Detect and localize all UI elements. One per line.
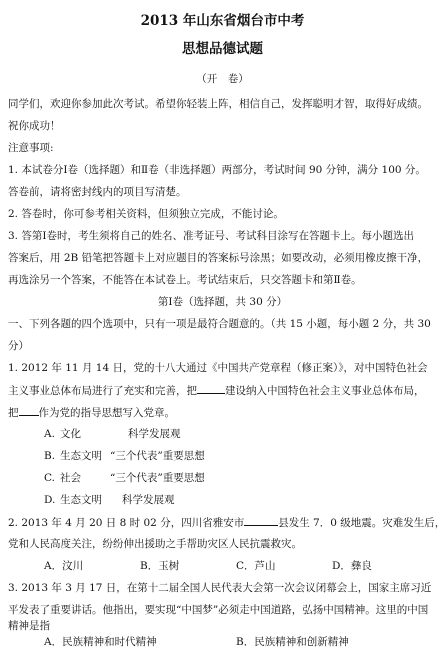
section-title: 第Ⅰ卷（选择题，共 30 分） bbox=[157, 296, 288, 308]
q2-option-a: A．汶川 bbox=[44, 560, 84, 572]
q2-option-d: D．彝良 bbox=[332, 560, 372, 572]
q1-option-c-text1: 社会 bbox=[60, 472, 81, 484]
q1-line-2-post: 建设纳入中国特色社会主义事业总体布局， bbox=[225, 385, 425, 397]
q3-line-3: 精神是指 bbox=[8, 620, 50, 632]
greeting-line-1: 同学们，欢迎你参加此次考试。希望你轻装上阵，相信自己，发挥聪明才智，取得好成绩。 bbox=[8, 98, 428, 110]
q1-line-2 bbox=[8, 383, 425, 398]
q1-option-d-letter: D. bbox=[44, 494, 56, 506]
note-3b: 答案后，用 2B 铅笔把答题卡上对应题目的答案标号涂黑；如要改动，必须用橡皮擦干净， bbox=[8, 252, 429, 264]
note-3a: 3. 答第Ⅰ卷时，考生须将自己的姓名、准考证号、考试科目涂写在答题卡上。每小题选出 bbox=[8, 230, 415, 242]
note-3c: 再选涂另一个答案，不能答在本试卷上。考试结束后，只交答题卡和第Ⅱ卷。 bbox=[8, 274, 362, 286]
q1-option-c-letter: C. bbox=[44, 472, 55, 484]
q2-line-1 bbox=[8, 515, 445, 530]
note-1a: 1. 本试卷分Ⅰ卷（选择题）和Ⅱ卷（非选择题）两部分，考试时间 90 分钟，满分 100 分。 bbox=[8, 164, 426, 176]
q1-option-a-letter: A. bbox=[44, 428, 55, 440]
q2-line-2: 党和人民高度关注，纷纷伸出援助之手帮助灾区人民抗震救灾。 bbox=[8, 538, 302, 550]
q1-line-3-pre: 把 bbox=[8, 407, 19, 419]
q2-line-1-post: 县发生 7．0 级地震。灾难发生后， bbox=[278, 517, 445, 529]
q1-blank-1 bbox=[197, 383, 225, 394]
q1-option-c-text2: “三个代表”重要思想 bbox=[110, 472, 205, 484]
q3-option-b: B．民族精神和创新精神 bbox=[236, 636, 349, 648]
notes-heading: 注意事项: bbox=[8, 142, 54, 154]
section-instruction-a: 一、下列各题的四个选项中，只有一项是最符合题意的。（共 15 小题，每小题 2 分，共 30 bbox=[8, 318, 431, 330]
q1-option-a-text1: 文化 bbox=[60, 428, 81, 440]
q1-line-3 bbox=[8, 405, 175, 420]
q3-option-a: A．民族精神和时代精神 bbox=[44, 636, 157, 648]
q1-line-3-post: 作为党的指导思想写入党章。 bbox=[38, 407, 175, 419]
q1-option-d-text1: 生态文明 bbox=[60, 494, 102, 506]
q1-option-d-text2: 科学发展观 bbox=[122, 494, 175, 506]
q1-line-2-pre: 主义事业总体布局进行了充实和完善，把 bbox=[8, 385, 197, 397]
note-1b: 答卷前，请将密封线内的项目写清楚。 bbox=[8, 186, 187, 198]
note-2: 2. 答卷时，你可参考相关资料，但须独立完成，不能讨论。 bbox=[8, 208, 284, 220]
exam-mode: （开 卷） bbox=[196, 73, 249, 85]
q1-option-a-text2: 科学发展观 bbox=[128, 428, 181, 440]
q2-option-b: B．玉树 bbox=[140, 560, 180, 572]
q3-line-2: 平发表了重要讲话。他指出，要实现“中国梦”必须走中国道路，弘扬中国精神。这里的中国 bbox=[8, 604, 429, 616]
exam-title: 2013 年山东省烟台市中考 bbox=[140, 13, 305, 29]
q2-line-1-pre: 2. 2013 年 4 月 20 日 8 时 02 分，四川省雅安市 bbox=[8, 517, 245, 529]
q1-option-b-text2: “三个代表”重要思想 bbox=[110, 450, 205, 462]
q1-option-b-letter: B. bbox=[44, 450, 56, 462]
q2-blank bbox=[244, 515, 278, 526]
q1-line-1: 1. 2012 年 11 月 14 日，党的十八大通过《中国共产党章程（修正案）》，对中国特色社会 bbox=[8, 362, 428, 374]
q1-option-b-text1: 生态文明 bbox=[60, 450, 102, 462]
section-instruction-b: 分） bbox=[8, 340, 29, 352]
greeting-line-2: 祝你成功！ bbox=[8, 120, 61, 132]
q1-blank-2 bbox=[19, 405, 39, 416]
q2-option-c: C．芦山 bbox=[236, 560, 276, 572]
q3-line-1: 3. 2013 年 3 月 17 日，在第十二届全国人民代表大会第一次会议闭幕会上，国家主席习近 bbox=[8, 582, 432, 594]
exam-subtitle: 思想品德试题 bbox=[182, 41, 263, 57]
